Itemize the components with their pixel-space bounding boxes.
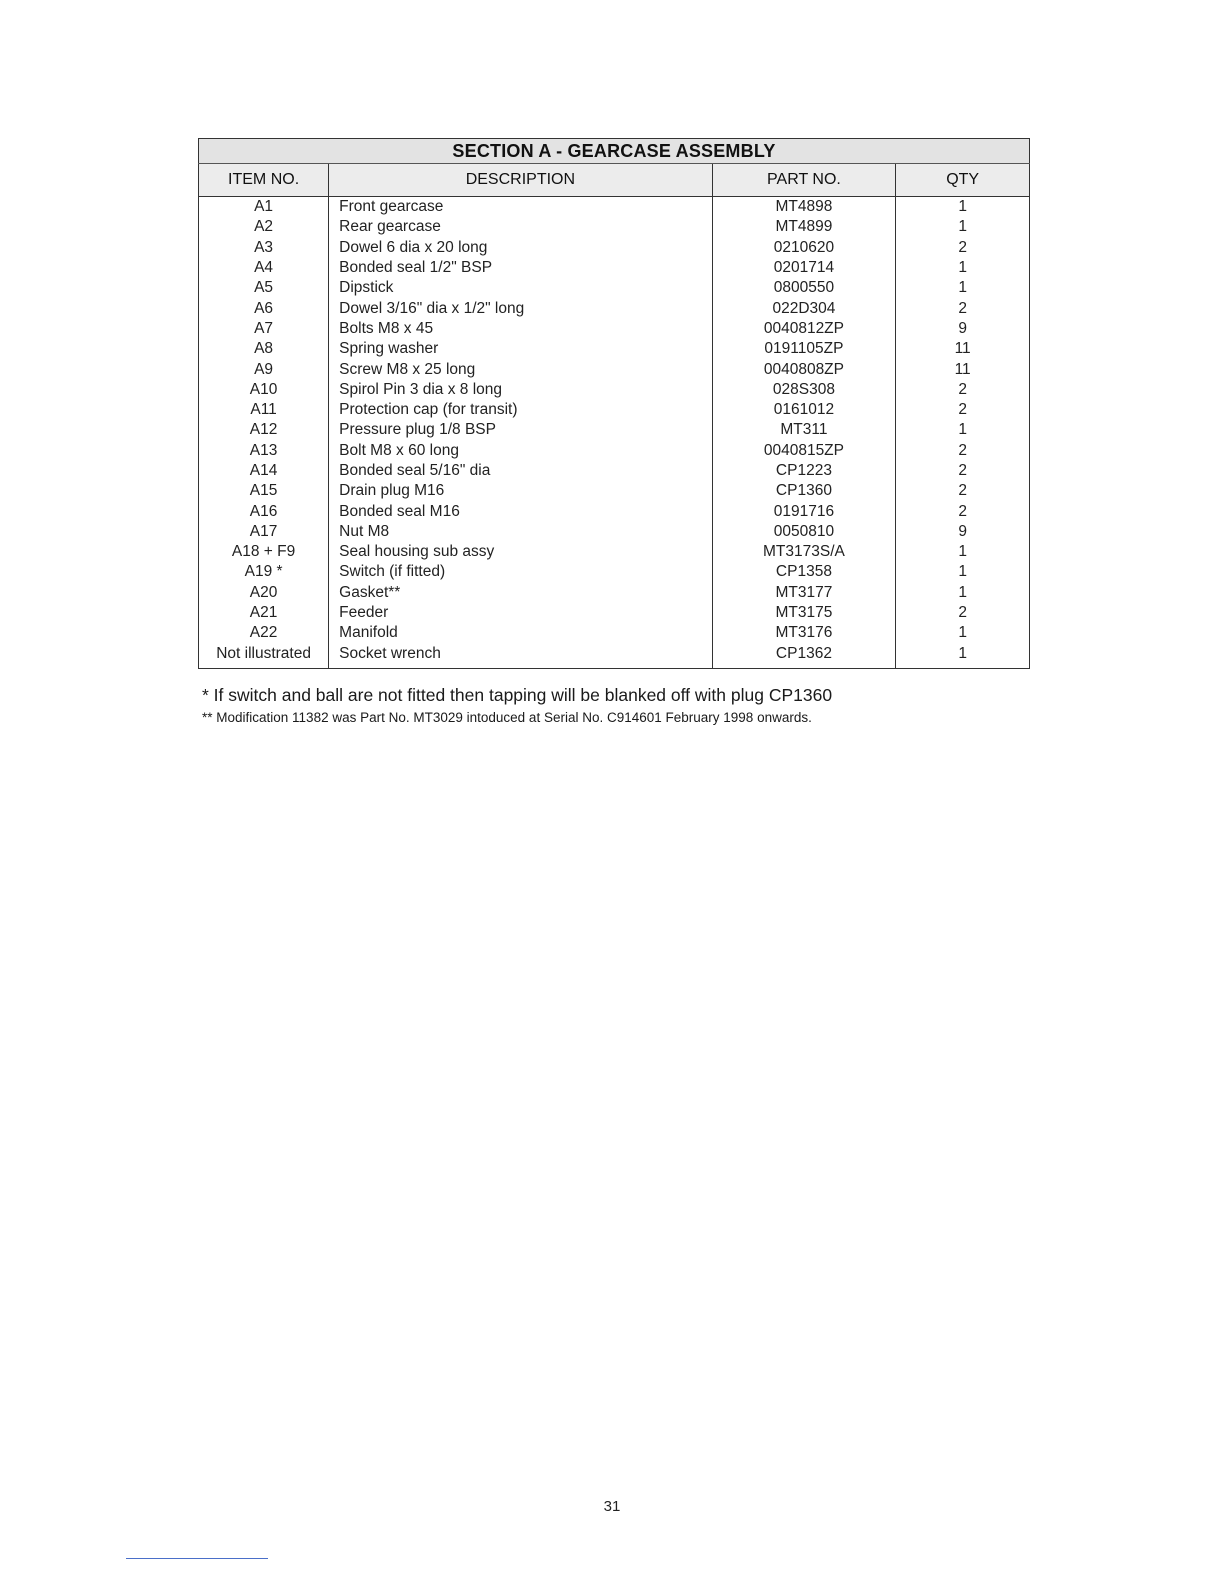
table-row bbox=[199, 644, 1030, 669]
item-no-cell: A5 bbox=[254, 279, 274, 297]
part-no-cell: 028S308 bbox=[712, 380, 896, 400]
part-no-cell: 0800550 bbox=[712, 278, 896, 298]
part-no-cell: 0201714 bbox=[712, 258, 896, 278]
qty-cell: 2 bbox=[896, 298, 1030, 318]
description-cell: Dipstick bbox=[329, 278, 712, 298]
item-no-cell: A2 bbox=[254, 218, 274, 236]
part-no-cell: 0161012 bbox=[712, 400, 896, 420]
part-no-cell: MT3177 bbox=[712, 583, 896, 603]
part-no-cell: CP1362 bbox=[712, 644, 896, 669]
footnote-separator bbox=[126, 1558, 268, 1559]
description-cell: Screw M8 x 25 long bbox=[329, 359, 712, 379]
part-no-cell: 0040812ZP bbox=[712, 319, 896, 339]
item-no-cell: A11 bbox=[250, 401, 277, 419]
item-no-cell: A17 bbox=[249, 522, 278, 540]
description-cell: Protection cap (for transit) bbox=[329, 400, 712, 420]
part-no-cell: MT3173S/A bbox=[712, 542, 896, 562]
description-cell: Feeder bbox=[329, 603, 712, 623]
item-no-cell: A20 bbox=[249, 583, 278, 601]
description-cell: Bonded seal 1/2" BSP bbox=[329, 258, 712, 278]
qty-cell: 1 bbox=[896, 623, 1030, 643]
qty-cell: 11 bbox=[896, 339, 1030, 359]
item-no-cell: A9 bbox=[254, 360, 274, 378]
item-no-cell: A4 bbox=[254, 259, 274, 277]
item-no-cell: A22 bbox=[249, 624, 278, 642]
qty-cell: 9 bbox=[896, 319, 1030, 339]
description-cell: Nut M8 bbox=[329, 522, 712, 542]
description-cell: Gasket** bbox=[329, 583, 712, 603]
qty-cell: 1 bbox=[896, 197, 1030, 218]
part-no-cell: MT4899 bbox=[712, 217, 896, 237]
qty-cell: 1 bbox=[896, 258, 1030, 278]
column-header-part-no: PART NO. bbox=[712, 164, 896, 197]
part-no-cell: MT4898 bbox=[712, 197, 896, 218]
description-cell: Bolts M8 x 45 bbox=[329, 319, 712, 339]
table-row bbox=[199, 400, 1030, 420]
qty-cell: 2 bbox=[896, 461, 1030, 481]
table-row bbox=[199, 583, 1030, 603]
table-row bbox=[199, 217, 1030, 237]
qty-cell: 1 bbox=[896, 278, 1030, 298]
item-no-cell: A10 bbox=[249, 380, 278, 398]
item-no-cell: A19 * bbox=[244, 563, 283, 581]
description-cell: Seal housing sub assy bbox=[329, 542, 712, 562]
table-row bbox=[199, 278, 1030, 298]
page-number: 31 bbox=[603, 1498, 621, 1515]
table-row bbox=[199, 562, 1030, 582]
part-no-cell: 0040815ZP bbox=[712, 441, 896, 461]
description-cell: Pressure plug 1/8 BSP bbox=[329, 420, 712, 440]
description-cell: Rear gearcase bbox=[329, 217, 712, 237]
item-no-cell: A6 bbox=[254, 299, 274, 317]
description-cell: Drain plug M16 bbox=[329, 481, 712, 501]
part-no-cell: MT3175 bbox=[712, 603, 896, 623]
description-cell: Manifold bbox=[329, 623, 712, 643]
qty-cell: 2 bbox=[896, 603, 1030, 623]
switch-footnote: * If switch and ball are not fitted then tapping will be blanked off with plug CP1360 bbox=[202, 685, 833, 705]
table-row bbox=[199, 623, 1030, 643]
table-row bbox=[199, 522, 1030, 542]
description-cell: Socket wrench bbox=[329, 644, 712, 669]
item-no-cell: A14 bbox=[249, 462, 278, 479]
table-row bbox=[199, 441, 1030, 461]
table-row bbox=[199, 542, 1030, 562]
qty-cell: 1 bbox=[896, 644, 1030, 669]
column-header-row bbox=[199, 164, 1030, 197]
table-row bbox=[199, 461, 1030, 481]
table-title: SECTION A - GEARCASE ASSEMBLY bbox=[199, 139, 1030, 164]
table-row bbox=[199, 603, 1030, 623]
part-no-cell: 0191716 bbox=[712, 501, 896, 521]
qty-cell: 2 bbox=[896, 400, 1030, 420]
table-row bbox=[199, 298, 1030, 318]
table-row bbox=[199, 197, 1030, 218]
part-no-cell: MT311 bbox=[712, 420, 896, 440]
qty-cell: 1 bbox=[896, 542, 1030, 562]
part-no-cell: 0040808ZP bbox=[712, 359, 896, 379]
item-no-cell: A7 bbox=[254, 319, 274, 337]
parts-table bbox=[198, 138, 1030, 669]
description-cell: Spirol Pin 3 dia x 8 long bbox=[329, 380, 712, 400]
item-no-cell: A18 + F9 bbox=[231, 543, 296, 561]
part-no-cell: 0191105ZP bbox=[712, 339, 896, 359]
table-title-row bbox=[199, 139, 1030, 164]
description-cell: Dowel 3/16" dia x 1/2" long bbox=[329, 298, 712, 318]
table-row bbox=[199, 258, 1030, 278]
qty-cell: 2 bbox=[896, 380, 1030, 400]
qty-cell: 1 bbox=[896, 583, 1030, 603]
description-cell: Bolt M8 x 60 long bbox=[329, 441, 712, 461]
item-no-cell: A3 bbox=[254, 238, 274, 256]
item-no-cell: A8 bbox=[254, 340, 274, 358]
column-header-item-no: ITEM NO. bbox=[199, 164, 329, 197]
table-row bbox=[199, 319, 1030, 339]
parts-table-body bbox=[199, 197, 1030, 669]
table-row bbox=[199, 420, 1030, 440]
item-no-cell: A1 bbox=[254, 198, 274, 216]
part-no-cell: 0210620 bbox=[712, 238, 896, 258]
description-cell: Spring washer bbox=[329, 339, 712, 359]
qty-cell: 11 bbox=[896, 359, 1030, 379]
qty-cell: 2 bbox=[896, 441, 1030, 461]
description-cell: Dowel 6 dia x 20 long bbox=[329, 238, 712, 258]
table-row bbox=[199, 339, 1030, 359]
table-row bbox=[199, 359, 1030, 379]
part-no-cell: 022D304 bbox=[712, 298, 896, 318]
description-cell: Switch (if fitted) bbox=[329, 562, 712, 582]
part-no-cell: CP1358 bbox=[712, 562, 896, 582]
part-no-cell: CP1360 bbox=[712, 481, 896, 501]
description-cell: Front gearcase bbox=[329, 197, 712, 218]
qty-cell: 2 bbox=[896, 481, 1030, 501]
qty-cell: 1 bbox=[896, 420, 1030, 440]
description-cell: Bonded seal 5/16" dia bbox=[329, 461, 712, 481]
modification-footnote: ** Modification 11382 was Part No. MT3029 intoduced at Serial No. C914601 February 1998 onwards. bbox=[202, 710, 812, 725]
item-no-cell: A15 bbox=[249, 482, 278, 500]
table-row bbox=[199, 380, 1030, 400]
table-row bbox=[199, 238, 1030, 258]
item-no-cell: A21 bbox=[249, 604, 278, 622]
table-row bbox=[199, 501, 1030, 521]
item-no-cell: A12 bbox=[249, 421, 278, 439]
column-header-description: DESCRIPTION bbox=[329, 164, 712, 197]
part-no-cell: CP1223 bbox=[712, 461, 896, 481]
qty-cell: 1 bbox=[896, 562, 1030, 582]
item-no-cell: A13 bbox=[249, 441, 278, 459]
qty-cell: 1 bbox=[896, 217, 1030, 237]
part-no-cell: 0050810 bbox=[712, 522, 896, 542]
part-no-cell: MT3176 bbox=[712, 623, 896, 643]
table-row bbox=[199, 481, 1030, 501]
item-no-cell: Not illustrated bbox=[216, 644, 311, 662]
qty-cell: 2 bbox=[896, 501, 1030, 521]
item-no-cell: A16 bbox=[249, 502, 278, 520]
qty-cell: 9 bbox=[896, 522, 1030, 542]
qty-cell: 2 bbox=[896, 238, 1030, 258]
column-header-qty: QTY bbox=[896, 164, 1030, 197]
description-cell: Bonded seal M16 bbox=[329, 501, 712, 521]
